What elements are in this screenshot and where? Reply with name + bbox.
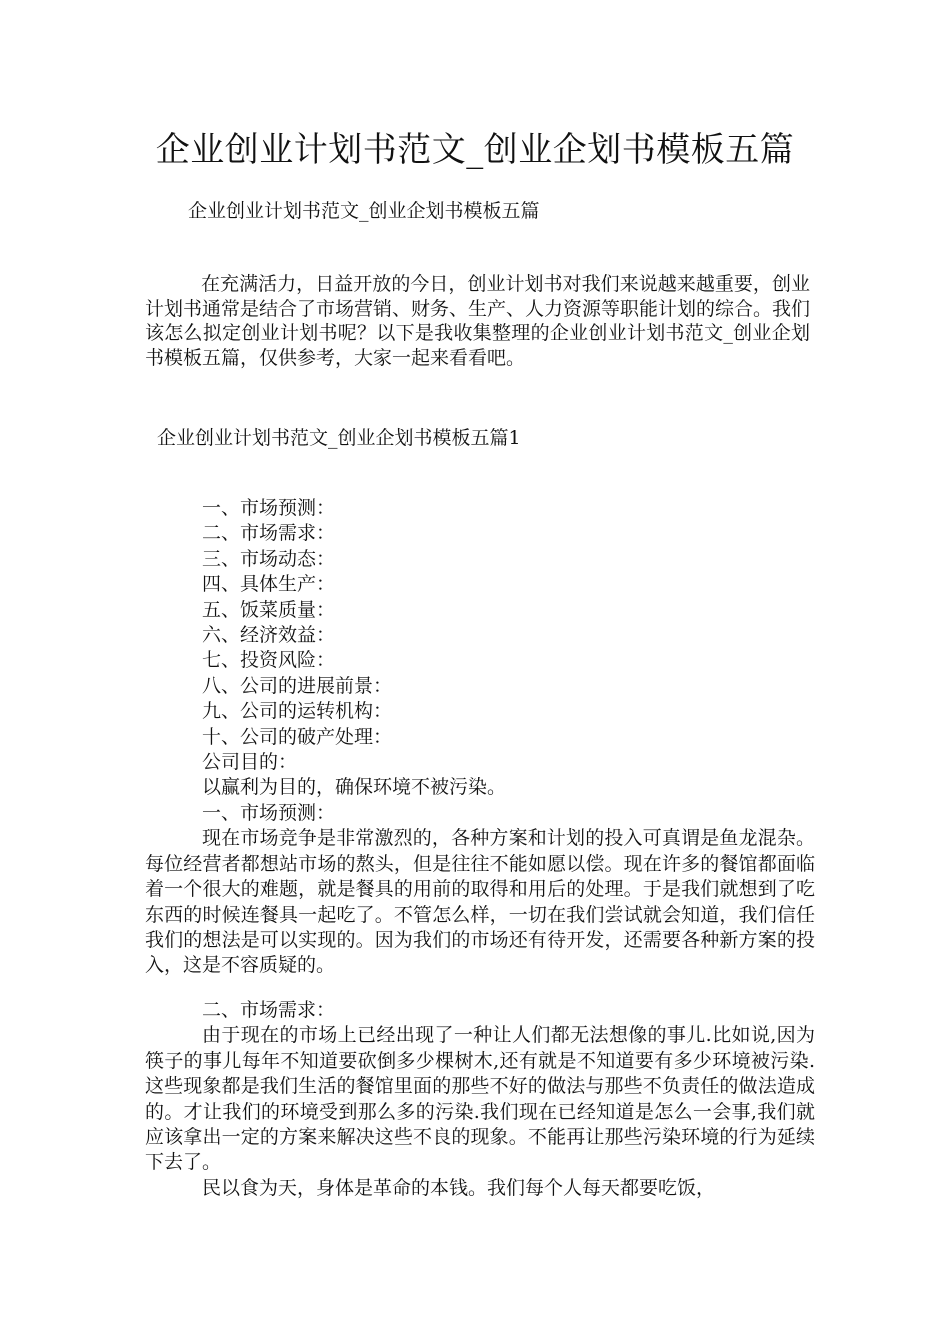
outline-item: 公司目的： <box>202 751 298 774</box>
outline-item: 九、公司的运转机构： <box>202 700 393 723</box>
outline-item: 十、公司的破产处理： <box>202 725 393 748</box>
intro-paragraph: 在充满活力，日益开放的今日，创业计划书对我们来说越来越重要，创业计划书通常是结合了市场营销、财务、生产、人力资源等职能计划的综合。我们该怎么拟定创业计划书呢？以下是我收集整理的企业创业计划书范文_创业企划书模板五篇，仅供参考，大家一起来看看吧。 <box>145 273 811 369</box>
outline-item: 三、市场动态： <box>202 547 336 570</box>
paragraph-market-demand: 由于现在的市场上已经出现了一种让人们都无法想像的事儿.比如说,因为筷子的事儿每年不知道要砍倒多少棵树木,还有就是不知道要有多少环境被污染.这些现象都是我们生活的餐馆里面的那些不好的做法与那些不负责任的做法造成的。才让我们的环境受到那么多的污染.我们现在已经知道是怎么一会事,我们就应该拿出一定的方案来解决这些不良的现象。不能再让那些污染环境的行为延续下去了。 <box>145 1024 815 1174</box>
paragraph-food: 民以食为天，身体是革命的本钱。我们每个人每天都要吃饭， <box>202 1176 716 1199</box>
outline-item: 四、具体生产： <box>202 573 336 596</box>
outline-item: 五、饭菜质量： <box>202 598 336 621</box>
outline-item: 二、市场需求： <box>202 522 336 545</box>
document-title: 企业创业计划书范文_创业企划书模板五篇 <box>155 130 795 170</box>
outline-item: 六、经济效益： <box>202 624 336 647</box>
outline-item: 七、投资风险： <box>202 649 336 672</box>
outline-item: 以赢利为目的，确保环境不被污染。 <box>202 776 507 799</box>
heading-market-forecast: 一、市场预测： <box>202 802 336 824</box>
paragraph-market-forecast: 现在市场竞争是非常激烈的，各种方案和计划的投入可真谓是鱼龙混杂。每位经营者都想站市场的熬头，但是往往不能如愿以偿。现在许多的餐馆都面临着一个很大的难题，就是餐具的用前的取得和用后的处理。于是我们就想到了吃东西的时候连餐具一起吃了。不管怎么样，一切在我们尝试就会知道，我们信任我们的想法是可以实现的。因为我们的市场还有待开发，还需要各种新方案的投入，这是不容质疑的。 <box>145 827 815 977</box>
section-heading-1: 企业创业计划书范文_创业企划书模板五篇1 <box>157 427 521 449</box>
outline-list <box>202 496 506 801</box>
body-section-market-forecast <box>145 801 815 979</box>
outline-item: 一、市场预测： <box>202 497 336 519</box>
document-subtitle: 企业创业计划书范文_创业企划书模板五篇 <box>188 200 540 222</box>
outline-item: 八、公司的进展前景： <box>202 674 393 697</box>
heading-market-demand: 二、市场需求： <box>202 999 336 1021</box>
body-section-market-demand <box>145 998 815 1201</box>
